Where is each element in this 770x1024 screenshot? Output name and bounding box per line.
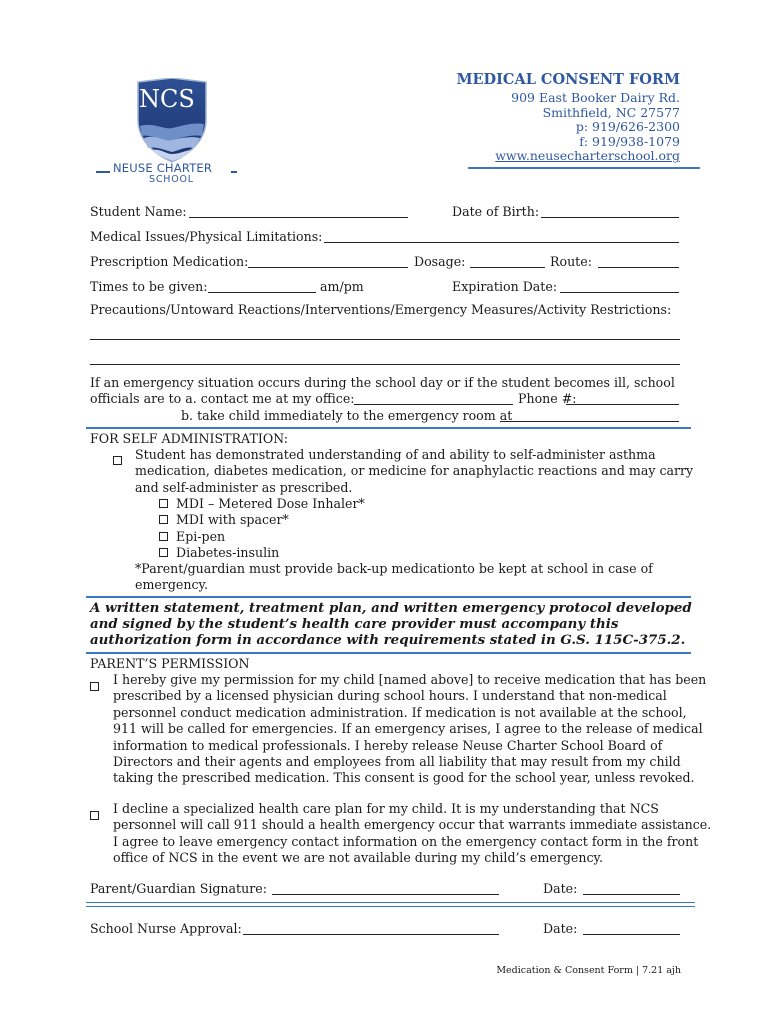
route-field[interactable] <box>598 267 679 268</box>
times-field[interactable] <box>208 292 316 293</box>
address-line-1: 909 East Booker Dairy Rd. <box>511 90 680 105</box>
prescription-label: Prescription Medication: <box>90 254 249 269</box>
option-epipen[interactable] <box>159 529 365 545</box>
dosage-label: Dosage: <box>414 254 466 269</box>
nurse-approval-label: School Nurse Approval: <box>90 921 242 936</box>
student-name-label: Student Name: <box>90 204 187 219</box>
nurse-date-label: Date: <box>543 921 578 936</box>
consent-line-2: prescribed by a licensed physician during school hours. I understand that non-medical <box>113 688 667 704</box>
emergency-line-3: b. take child immediately to the emergency room at <box>181 408 513 423</box>
statement-line-1: A written statement, treatment plan, and written emergency protocol developed <box>90 600 692 616</box>
self-admin-line-3: and self-administer as prescribed. <box>135 479 353 495</box>
option-mdi-label: MDI – Metered Dose Inhaler* <box>176 496 365 511</box>
logo-school-name: NEUSE CHARTER <box>113 161 213 175</box>
decline-line-3: I agree to leave emergency contact information on the emergency contact form in the front <box>113 833 699 849</box>
address-line-2: Smithfield, NC 27577 <box>542 104 680 120</box>
self-admin-checkbox[interactable] <box>113 450 130 469</box>
logo-initials: NCS <box>139 85 195 113</box>
section-rule-1 <box>86 427 691 429</box>
decline-line-4: office of NCS in the event we are not available during my child’s emergency. <box>113 850 603 866</box>
permission-heading: PARENT’S PERMISSION <box>90 656 250 671</box>
times-label: Times to be given: <box>90 279 208 294</box>
self-admin-line-1: Student has demonstrated understanding of and ability to self-administer asthma <box>135 447 656 462</box>
option-mdi[interactable] <box>159 496 365 512</box>
prescription-field[interactable] <box>248 267 408 268</box>
self-admin-line-2: medication, diabetes medication, or medicine for anaphylactic reactions and may carry <box>135 463 694 479</box>
precautions-label: Precautions/Untoward Reactions/Interventions/Emergency Measures/Activity Restrictions: <box>90 302 672 317</box>
parent-date-field[interactable] <box>583 894 680 895</box>
consent-line-1: I hereby give my permission for my child [named above] to receive medication that has been <box>113 672 707 687</box>
logo-rule-left <box>96 171 110 173</box>
page-footer: Medication & Consent Form | 7.21 ajh <box>496 965 681 976</box>
self-admin-text <box>135 447 695 496</box>
phone-number: p: 919/626-2300 <box>575 119 680 135</box>
decline-checkbox[interactable] <box>90 805 107 824</box>
option-mdi-spacer[interactable] <box>159 512 365 528</box>
consent-line-4: 911 will be called for emergencies. If an emergency arises, I agree to the release of medical <box>113 721 703 737</box>
device-options <box>159 496 365 562</box>
expiration-label: Expiration Date: <box>452 279 558 294</box>
nurse-date-field[interactable] <box>583 934 680 935</box>
route-label: Route: <box>550 254 592 269</box>
medical-issues-label: Medical Issues/Physical Limitations: <box>90 229 323 244</box>
dob-field[interactable] <box>541 217 679 218</box>
contact-block <box>430 91 680 164</box>
emergency-line-1: If an emergency situation occurs during the school day or if the student becomes ill, school <box>90 375 675 390</box>
checkbox-icon[interactable] <box>159 499 168 508</box>
statement-block <box>90 600 692 648</box>
parent-signature-field[interactable] <box>272 894 499 895</box>
backup-note-line-1: *Parent/guardian must provide back-up medicationto be kept at school in case of <box>135 561 653 576</box>
ampm-label: am/pm <box>320 279 364 294</box>
logo-school-sub: SCHOOL <box>149 174 194 185</box>
section-rule-2 <box>86 596 691 598</box>
phone-field[interactable] <box>566 404 679 405</box>
statement-line-2: and signed by the student’s health care provider must accompany this <box>90 616 619 632</box>
office-field[interactable] <box>354 404 513 405</box>
medical-issues-field[interactable] <box>324 242 679 243</box>
emergency-line-2: officials are to a. contact me at my office: <box>90 391 355 406</box>
decline-text <box>113 801 711 867</box>
parent-date-label: Date: <box>543 881 578 896</box>
consent-line-3: personnel conduct medication administration. If medication is not available at the school, <box>113 704 687 720</box>
signature-divider <box>86 902 695 907</box>
website-link[interactable]: www.neusecharterschool.org <box>495 148 680 164</box>
section-rule-3 <box>86 652 691 654</box>
backup-note <box>135 561 653 594</box>
checkbox-icon[interactable] <box>159 515 168 524</box>
logo-rule-right <box>231 171 237 173</box>
precautions-field-line-2[interactable] <box>90 364 680 365</box>
option-mdi-spacer-label: MDI with spacer* <box>176 512 289 528</box>
expiration-field[interactable] <box>560 292 679 293</box>
consent-line-6: Directors and their agents and employees from all liability that may result from my child <box>113 754 681 770</box>
precautions-field-line-1[interactable] <box>90 339 680 340</box>
header-rule <box>468 167 700 169</box>
dosage-field[interactable] <box>470 267 545 268</box>
student-name-field[interactable] <box>189 217 408 218</box>
nurse-approval-field[interactable] <box>243 934 499 935</box>
consent-line-5: information to medical professionals. I hereby release Neuse Charter School Board of <box>113 737 663 753</box>
checkbox-icon[interactable] <box>159 532 168 541</box>
consent-text <box>113 672 706 787</box>
form-title: MEDICAL CONSENT FORM <box>456 71 680 88</box>
decline-line-2: personnel will call 911 should a health emergency occur that warrants immediate assistance. <box>113 817 712 833</box>
backup-note-line-2: emergency. <box>135 577 208 593</box>
consent-line-7: taking the prescribed medication. This consent is good for the school year, unless revoked. <box>113 770 695 786</box>
emergency-room-field[interactable] <box>500 421 679 422</box>
statement-line-3: authorization form in accordance with requirements stated in G.S. 115C-375.2. <box>90 632 686 648</box>
option-insulin-label: Diabetes-insulin <box>176 545 280 561</box>
decline-line-1: I decline a specialized health care plan for my child. It is my understanding that NCS <box>113 801 659 816</box>
dob-label: Date of Birth: <box>452 204 540 219</box>
phone-label: Phone #: <box>518 391 577 406</box>
self-admin-heading: FOR SELF ADMINISTRATION: <box>90 431 288 446</box>
checkbox-icon[interactable] <box>159 548 168 557</box>
option-epipen-label: Epi-pen <box>176 528 226 544</box>
fax-number: f: 919/938-1079 <box>579 133 680 149</box>
option-insulin[interactable] <box>159 545 365 561</box>
consent-checkbox[interactable] <box>90 676 107 695</box>
parent-signature-label: Parent/Guardian Signature: <box>90 881 267 896</box>
